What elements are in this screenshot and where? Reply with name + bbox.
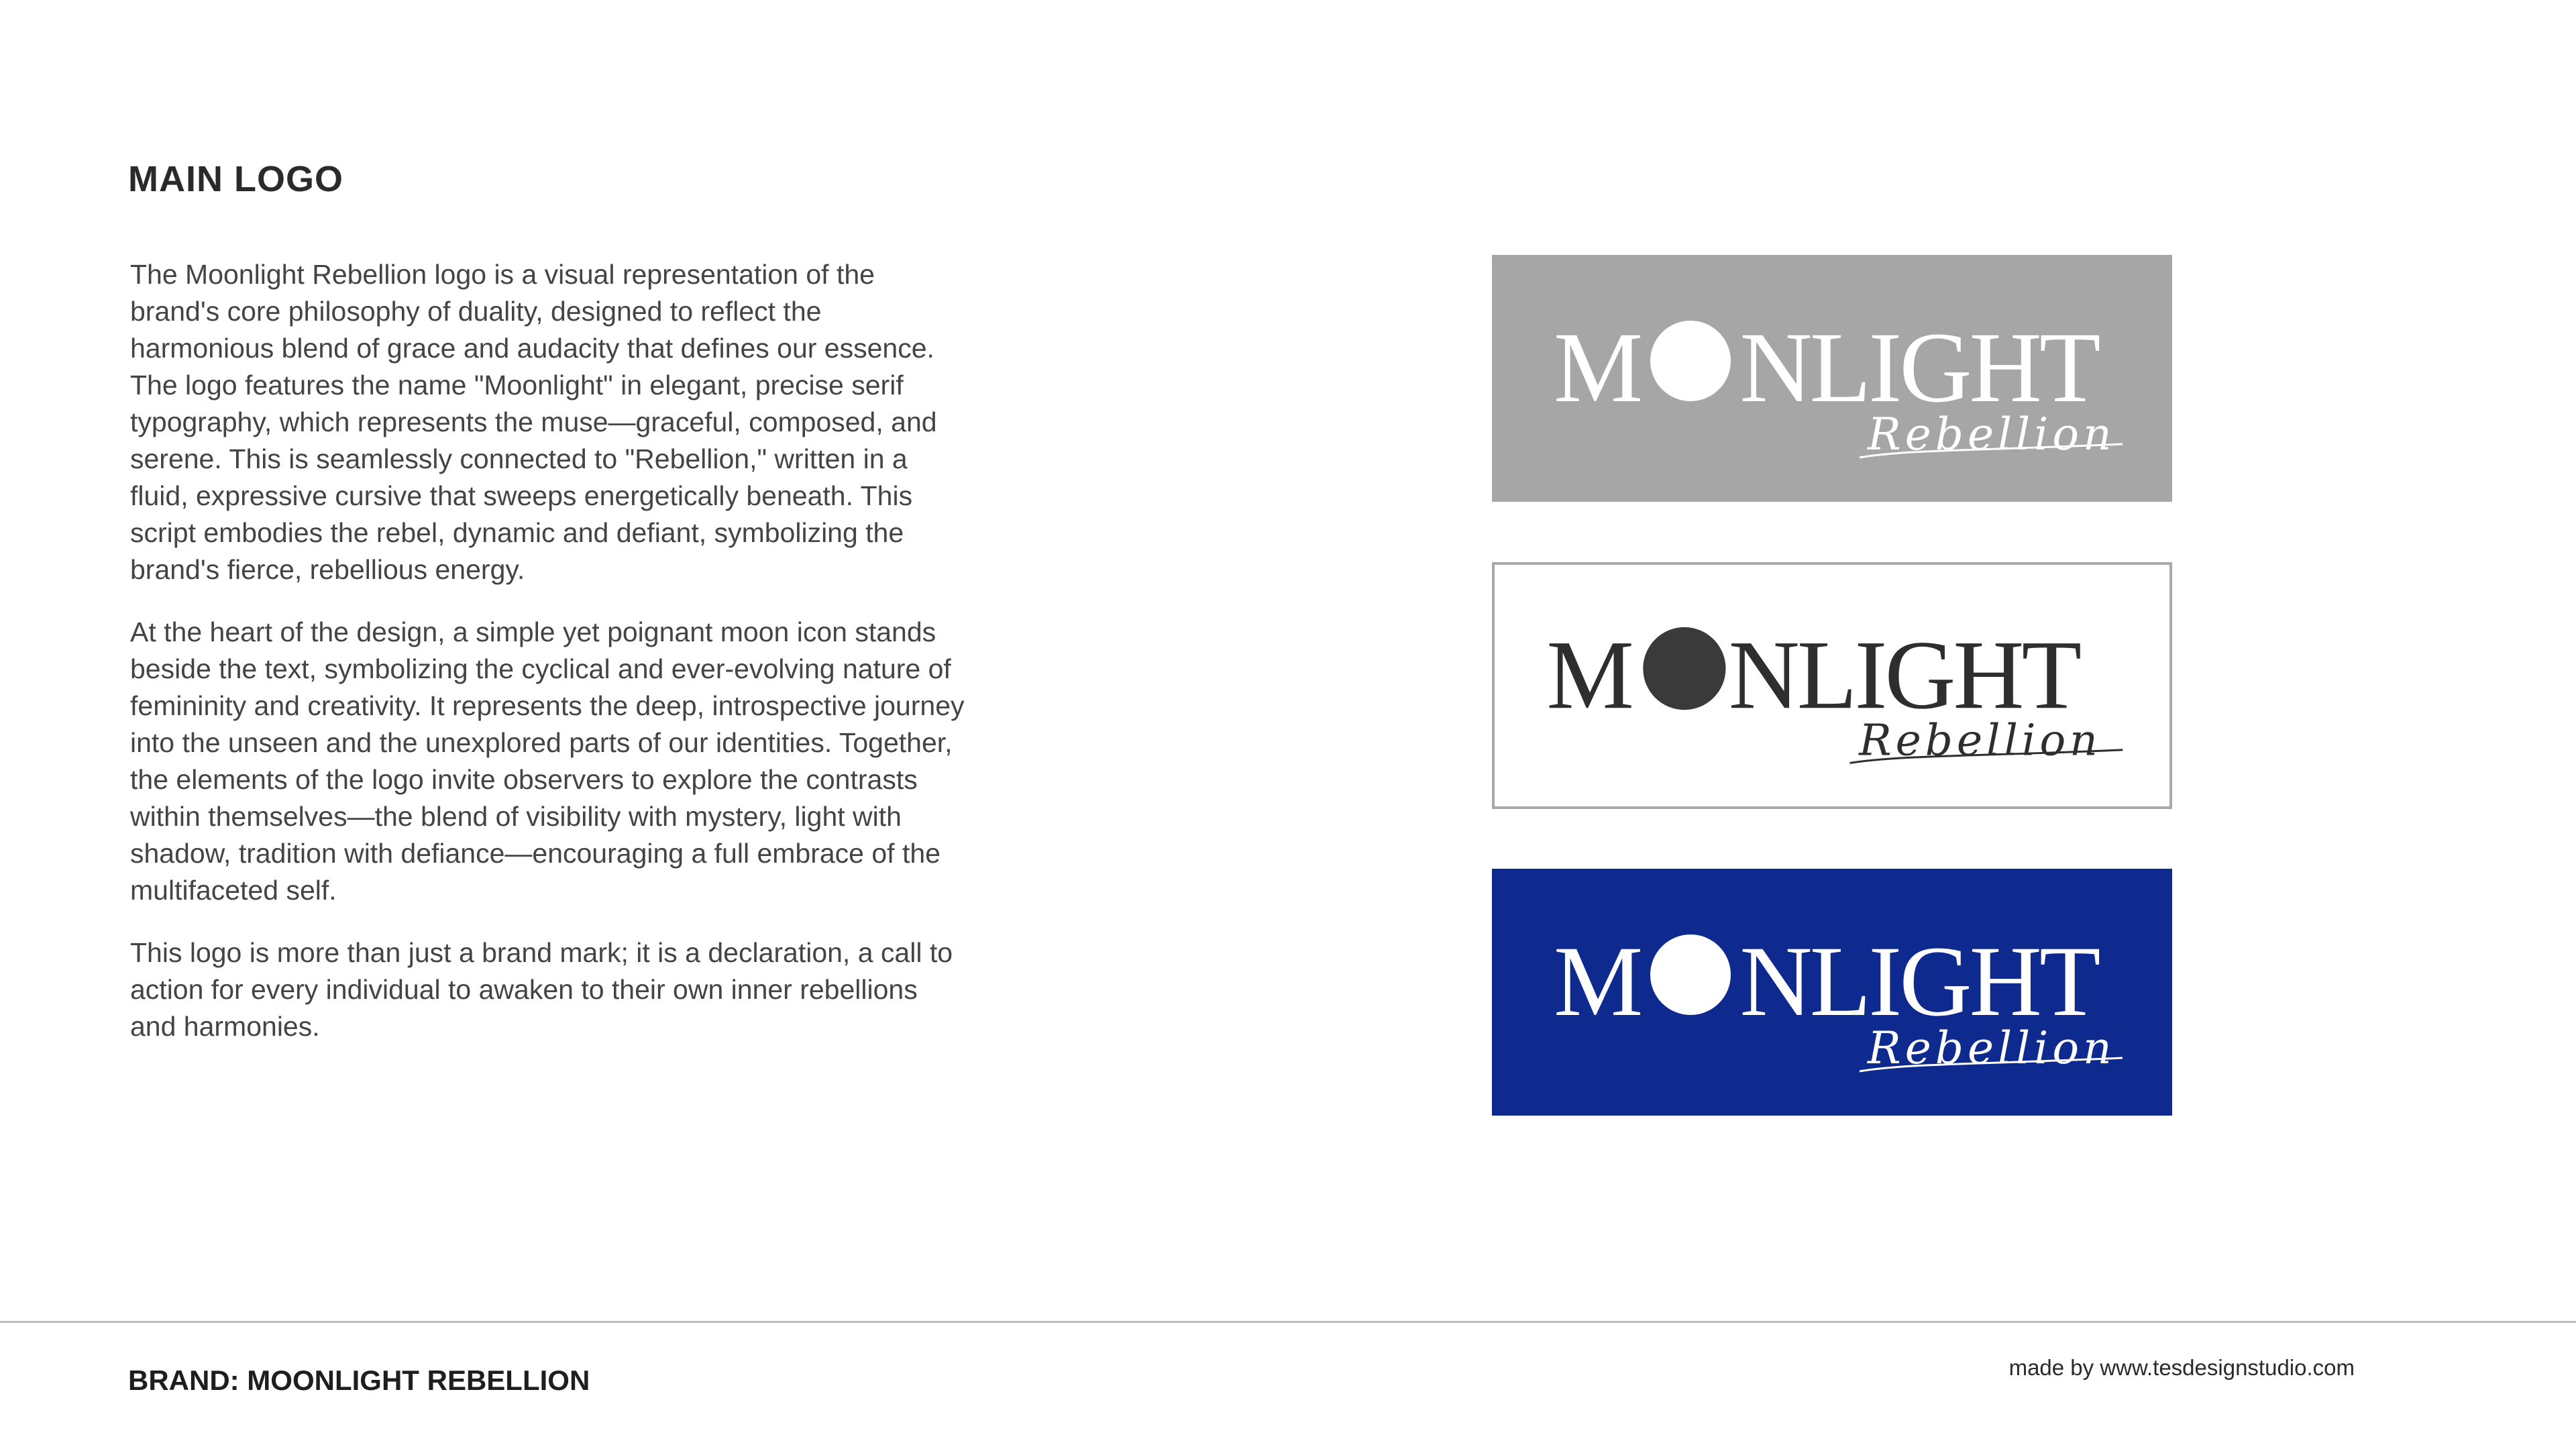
- logo-panel-white: [1492, 562, 2172, 809]
- moonlight-logo-grey: [1492, 255, 2172, 502]
- description-paragraph-3: This logo is more than just a brand mark; it is a declaration, a call to action for every individual to awaken to their own inner rebellions and harmonies.: [130, 937, 953, 1042]
- logo-wordmark: [1546, 620, 2080, 729]
- logo-wordmark-letter-m: M: [1554, 312, 1641, 423]
- footer-divider: [0, 1321, 2576, 1323]
- page-heading: MAIN LOGO: [128, 159, 343, 199]
- moon-icon: [1650, 934, 1731, 1015]
- logo-wordmark: [1554, 926, 2100, 1037]
- logo-wordmark-rest: NLIGHT: [1739, 926, 2098, 1037]
- logo-script-rebellion: Rebellion: [1859, 715, 2102, 766]
- logo-panel-grey: [1492, 255, 2172, 502]
- logo-wordmark-rest: NLIGHT: [1739, 312, 2098, 423]
- footer-brand-label: BRAND: MOONLIGHT REBELLION: [128, 1364, 590, 1396]
- moon-icon: [1650, 321, 1731, 401]
- footer-credit: made by www.tesdesignstudio.com: [2008, 1355, 2355, 1380]
- logo-panel-blue: [1492, 869, 2172, 1116]
- logo-wordmark-rest: NLIGHT: [1728, 620, 2080, 730]
- logo-wordmark-letter-m: M: [1546, 620, 1632, 730]
- moon-icon: [1643, 627, 1725, 710]
- logo-script-rebellion: Rebellion: [1868, 409, 2116, 460]
- logo-wordmark: [1554, 312, 2100, 423]
- description-paragraph-1: The Moonlight Rebellion logo is a visual representation of the brand's core philosophy of duality, designed to reflect the harmonious blend of grace and audacity that defines our essence. The logo features the name "Moonlight" in elegant, precise serif typography, which represents the muse—graceful, composed, and serene. This is seamlessly connected to "Rebellion," written in a fluid, expressive cursive that sweeps energetically beneath. This script embodies the rebel, dynamic and defiant, symbolizing the brand's fierce, rebellious energy.: [130, 259, 937, 585]
- logo-wordmark-letter-m: M: [1554, 926, 1641, 1037]
- moonlight-logo-white: [1495, 565, 2169, 806]
- moonlight-logo-blue: [1492, 869, 2172, 1116]
- description-paragraph-2: At the heart of the design, a simple yet poignant moon icon stands beside the text, symbolizing the cyclical and ever-evolving nature of femininity and creativity. It represents the deep, introspective journey into the unseen and the unexplored parts of our identities. Together, the elements of the logo invite observers to explore the contrasts within themselves—the blend of visibility with mystery, light with shadow, tradition with defiance—encouraging a full embrace of the multifaceted self.: [130, 616, 965, 906]
- description-text: [130, 256, 1069, 1071]
- logo-script-rebellion: Rebellion: [1868, 1022, 2116, 1074]
